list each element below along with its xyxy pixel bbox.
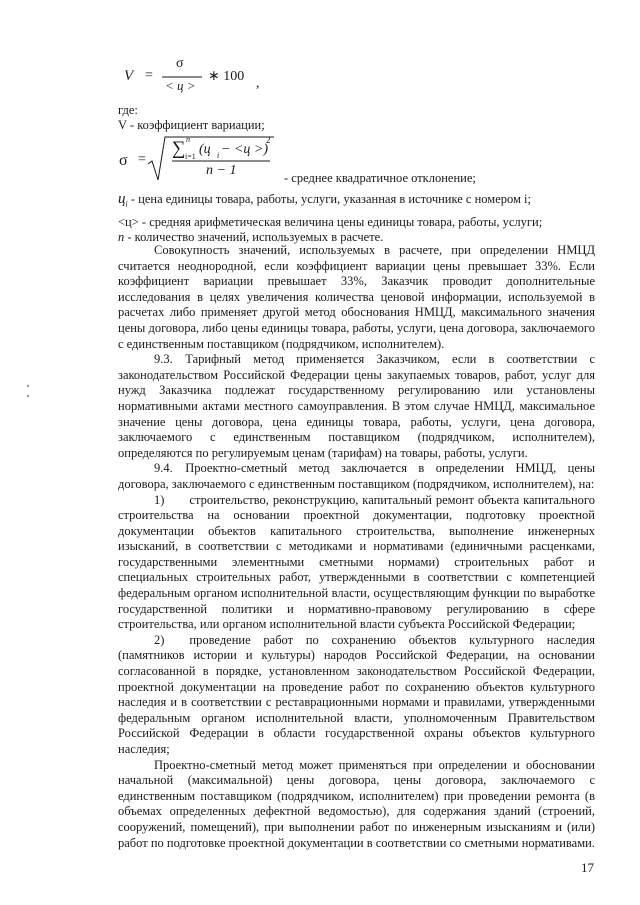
margin-dot: [27, 395, 29, 397]
symbol-price-desc: - цена единицы товара, работы, услуги, указанная в источнике с номером i;: [127, 192, 531, 206]
formula-v-num: σ: [176, 56, 184, 71]
margin-dot: [27, 385, 29, 387]
symbol-avg-desc: - средняя арифметическая величина цены единицы товара, работы, услуги;: [138, 214, 543, 229]
list-item-1-construction: 1) строительство, реконструкцию, капитальный ремонт объекта капитального строительства на основании проектной документации, подготовку проектной документации объектов капитального строительства, выполнение инженерных изысканий, в соответствии с методиками и нормативами (единичными расценками, государственными элементными сметными нормами) строительных работ и специальных строительных работ, утвержденными в соответствии с компетенцией федеральным органом исполнительной власти, осуществляющим функции по выработке государственной политики и нормативно-правовому регулированию в сфере строительства, или органом исполнительной власти субъекта Российской Федерации;: [118, 492, 595, 632]
formula-sigma-term-rest: − <ц >): [221, 142, 269, 157]
formula-v-den: < ц >: [165, 78, 196, 93]
where-label: где:: [118, 103, 138, 117]
formula-sigma-sum: ∑: [172, 138, 186, 159]
symbol-n-desc: - количество значений, используемых в расчете.: [124, 229, 384, 244]
formula-v-lhs: V: [124, 68, 134, 84]
symbol-def-price: [118, 189, 542, 215]
page-number: 17: [581, 860, 594, 875]
formula-v-times: ∗ 100: [208, 69, 245, 84]
formula-v-comma: ,: [256, 76, 260, 91]
symbol-price-sub: i: [125, 199, 128, 209]
sigma-definition-text: - среднее квадратичное отклонение;: [284, 171, 476, 185]
formula-sigma-term: (ц: [199, 142, 211, 157]
formula-sigma-lhs: σ: [119, 152, 128, 169]
formula-sigma-term-sub: i: [217, 151, 220, 160]
formula-v-eq: =: [145, 68, 153, 83]
formula-sigma-sup-n: n: [186, 135, 190, 144]
paragraph-homogeneity: Совокупность значений, используемых в расчете, при определении НМЦД считается неоднородной, если коэффициент вариации цены превышает 33%. Если коэффициент вариации превышает 33%, Заказчик проводит дополнительные исследования в целях увеличения количества ценовой информации, используемой в расчетах либо применяет другой метод обоснования НМЦД, максимального значения цены договора, либо цены единицы товара, работы, услуги, цена договора, заключаемого с единственным поставщиком (подрядчиком, исполнителем).: [118, 243, 595, 351]
paragraph-design-estimate-application: Проектно-сметный метод может применяться при определении и обосновании начальной (максимальной) цены договора, цены договора, заключаемого с единственным поставщиком (подрядчиком, исполнителем) при проведении ремонта (в объемах определенных дефектной ведомостью), для содержания зданий (строений, сооружений, помещений), при выполнении работ по инженерным изысканиям и (или) работ по подготовке проектной документации в соответствии со сметными нормативами.: [118, 757, 595, 850]
paragraph-9-4-design-estimate-method: 9.4. Проектно-сметный метод заключается в определении НМЦД, цены договора, заключаемого с единственным поставщиком (подрядчиком, исполнителем), на:: [118, 461, 595, 491]
sigma-definition: [284, 171, 476, 186]
body-text: [118, 243, 595, 851]
formula-sigma-pow: 2: [266, 135, 271, 145]
list-item-2-cultural-heritage: 2) проведение работ по сохранению объектов культурного наследия (памятников истории и культуры) народов Российской Федерации, на основании согласованной в порядке, установленном законодательством Российской Федерации, проектной документации на проведение работ по сохранению объектов культурного наследия и в соответствии с реставрационными нормами и правилами, утвержденными федеральным органом исполнительной власти, уполномоченным Правительством Российской Федерации в области государственной охраны объектов культурного наследия;: [118, 632, 595, 756]
v-definition: V - коэффициент вариации;: [118, 118, 265, 132]
symbol-def-avg: [118, 215, 542, 230]
symbol-price: ц: [118, 191, 126, 207]
paragraph-9-3-tariff-method: 9.3. Тарифный метод применяется Заказчиком, если в соответствии с законодательством Российской Федерации цены закупаемых товаров, работ, услуг для нужд Заказчика подлежат государственному регулированию или установлены нормативными актами местного самоуправления. В этом случае НМЦД, максимальное значение цены договора, цена единицы товара, работы, услуги, цена договора, заключаемого с единственным поставщиком (подрядчиком, исполнителем), определяются по регулируемым ценам (тарифам) на товары, работы, услуги.: [118, 352, 595, 460]
formula-sigma-den: n − 1: [206, 163, 237, 178]
symbol-definitions: [118, 189, 542, 245]
formula-sigma: [0, 0, 640, 200]
formula-sigma-eq: =: [138, 152, 146, 167]
symbol-avg: <ц>: [118, 214, 139, 229]
formula-sigma-sub-i: i=1: [185, 152, 196, 161]
symbol-n: n: [118, 229, 125, 244]
